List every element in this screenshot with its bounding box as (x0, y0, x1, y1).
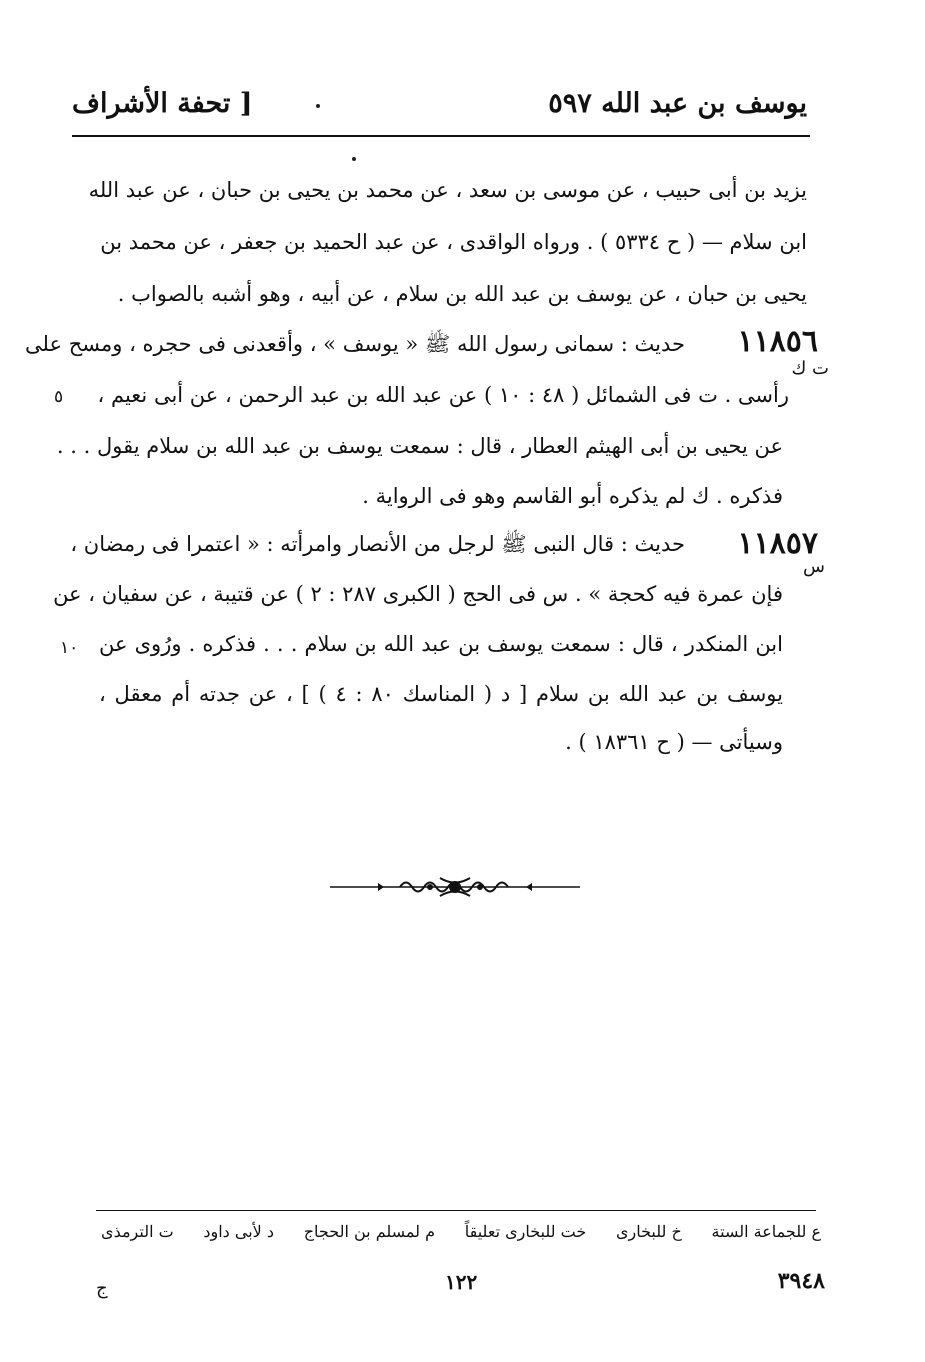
book-title: [ تحفة الأشراف (72, 88, 253, 119)
abbreviation-item: خ للبخارى (615, 1222, 682, 1241)
abbreviation-legend (101, 1222, 821, 1241)
body-line: رأسى . ت فى الشمائل ( ٤٨ : ١٠ ) عن عبد الله بن عبد الرحمن ، عن أبى نعيم ، (97, 383, 789, 407)
line-number: ٥ (54, 387, 64, 407)
body-line: حديث : قال النبى ﷺ لرجل من الأنصار وامرأته : « اعتمرا فى رمضان ، (70, 532, 685, 556)
page-number: ١٢٢ (445, 1270, 478, 1294)
abbreviation-item: ت الترمذى (101, 1222, 174, 1241)
body-line: وسيأتى — ( ح ١٨٣٦١ ) . (565, 730, 783, 754)
siglum-marker: ت ك (791, 358, 829, 379)
footer-rule (96, 1210, 816, 1211)
body-line: يوسف بن عبد الله بن سلام [ د ( المناسك ٨٠ : ٤ ) ] ، عن جدته أم معقل ، (99, 682, 783, 706)
body-line: يزيد بن أبى حبيب ، عن موسى بن سعد ، عن محمد بن يحيى بن حبان ، عن عبد الله (88, 178, 807, 202)
body-line: حديث : سمانى رسول الله ﷺ « يوسف » ، وأقعدنى فى حجره ، ومسح على (25, 332, 685, 356)
hadith-number: ١١٨٥٦ (737, 324, 818, 359)
speck-mark (352, 157, 356, 161)
line-number: ١٠ (60, 638, 79, 658)
volume-number: ٣٩٤٨ (777, 1268, 825, 1294)
abbreviation-item: خت للبخارى تعليقاً (464, 1222, 587, 1241)
siglum-marker: س (803, 556, 825, 577)
abbreviation-item: م لمسلم بن الحجاج (303, 1222, 436, 1241)
hadith-number: ١١٨٥٧ (737, 526, 818, 561)
signature-mark: ج (96, 1278, 108, 1299)
body-line: فإن عمرة فيه كحجة » . س فى الحج ( الكبرى ٢٨٧ : ٢ ) عن قتيبة ، عن سفيان ، عن (53, 582, 783, 606)
body-line: ابن المنكدر ، قال : سمعت يوسف بن عبد الله بن سلام . . . فذكره . ورُوى عن (99, 632, 783, 656)
ornament-divider-icon (330, 872, 580, 902)
running-title: يوسف بن عبد الله ٥٩٧ (548, 88, 807, 119)
body-line: فذكره . ك لم يذكره أبو القاسم وهو فى الرواية . (362, 484, 783, 508)
body-line: ابن سلام — ( ح ٥٣٣٤ ) . ورواه الواقدى ، عن عبد الحميد بن جعفر ، عن محمد بن (100, 230, 807, 254)
speck-mark (316, 104, 320, 108)
body-line: عن يحيى بن أبى الهيثم العطار ، قال : سمعت يوسف بن عبد الله بن سلام يقول . . . (56, 434, 783, 458)
header-rule (72, 135, 810, 137)
abbreviation-item: د لأبى داود (203, 1222, 275, 1241)
body-line: يحيى بن حبان ، عن يوسف بن عبد الله بن سلام ، عن أبيه ، وهو أشبه بالصواب . (117, 282, 807, 306)
abbreviation-item: ع للجماعة الستة (711, 1222, 821, 1241)
